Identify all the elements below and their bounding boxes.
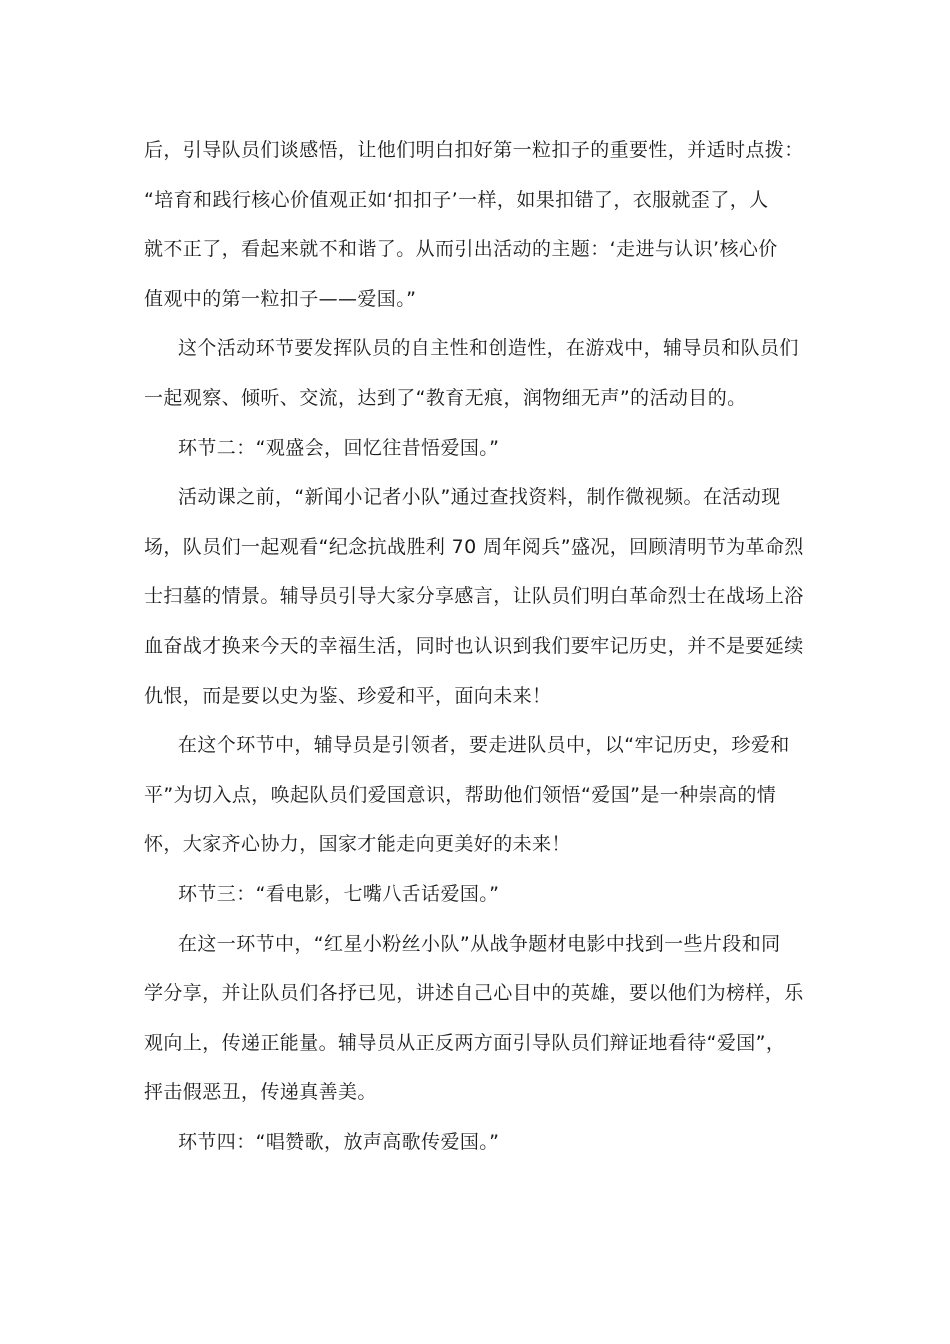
text-line: 观向上，传递正能量。辅导员从正反两方面引导队员们辩证地看待“爱国”，	[144, 1031, 786, 1054]
text-line: 仇恨，而是要以史为鉴、珍爱和平，面向未来！	[144, 684, 552, 707]
text-line: 士扫墓的情景。辅导员引导大家分享感言，让队员们明白革命烈士在战场上浴	[144, 585, 804, 608]
text-line: “培育和践行核心价值观正如‘扣扣子’一样，如果扣错了，衣服就歪了，人	[144, 188, 769, 211]
text-line: 抨击假恶丑，传递真善美。	[144, 1081, 377, 1104]
text-line: 一起观察、倾听、交流，达到了“教育无痕，润物细无声”的活动目的。	[144, 386, 747, 409]
text-line: 场，队员们一起观看“纪念抗战胜利 70 周年阅兵”盛况，回顾清明节为革命烈	[144, 535, 804, 558]
text-line: 血奋战才换来今天的幸福生活，同时也认识到我们要牢记历史，并不是要延续	[144, 634, 804, 657]
text-line: 就不正了，看起来就不和谐了。从而引出活动的主题：‘走进与认识’核心价	[144, 238, 778, 261]
section-heading: 环节四：“唱赞歌，放声高歌传爱国。”	[178, 1130, 500, 1153]
section-heading: 环节二：“观盛会，回忆往昔悟爱国。”	[178, 436, 500, 459]
paragraph-first-line: 活动课之前，“新闻小记者小队”通过查找资料，制作微视频。在活动现	[178, 486, 781, 509]
text-line: 平”为切入点，唤起队员们爱国意识，帮助他们领悟“爱国”是一种崇高的情	[144, 783, 777, 806]
text-line: 学分享，并让队员们各抒已见，讲述自己心目中的英雄，要以他们为榜样，乐	[144, 982, 804, 1005]
document-body	[144, 131, 808, 1172]
paragraph-first-line: 在这个环节中，辅导员是引领者，要走进队员中，以“牢记历史，珍爱和	[178, 734, 790, 757]
paragraph-first-line: 这个活动环节要发挥队员的自主性和创造性，在游戏中，辅导员和队员们	[178, 337, 799, 360]
paragraph-first-line: 在这一环节中，“红星小粉丝小队”从战争题材电影中找到一些片段和同	[178, 932, 781, 955]
text-line: 后，引导队员们谈感悟，让他们明白扣好第一粒扣子的重要性，并适时点拨：	[144, 139, 804, 161]
section-heading: 环节三：“看电影，七嘴八舌话爱国。”	[178, 882, 500, 905]
text-line: 怀，大家齐心协力，国家才能走向更美好的未来！	[144, 833, 571, 856]
text-line: 值观中的第一粒扣子——爱国。”	[144, 287, 417, 310]
